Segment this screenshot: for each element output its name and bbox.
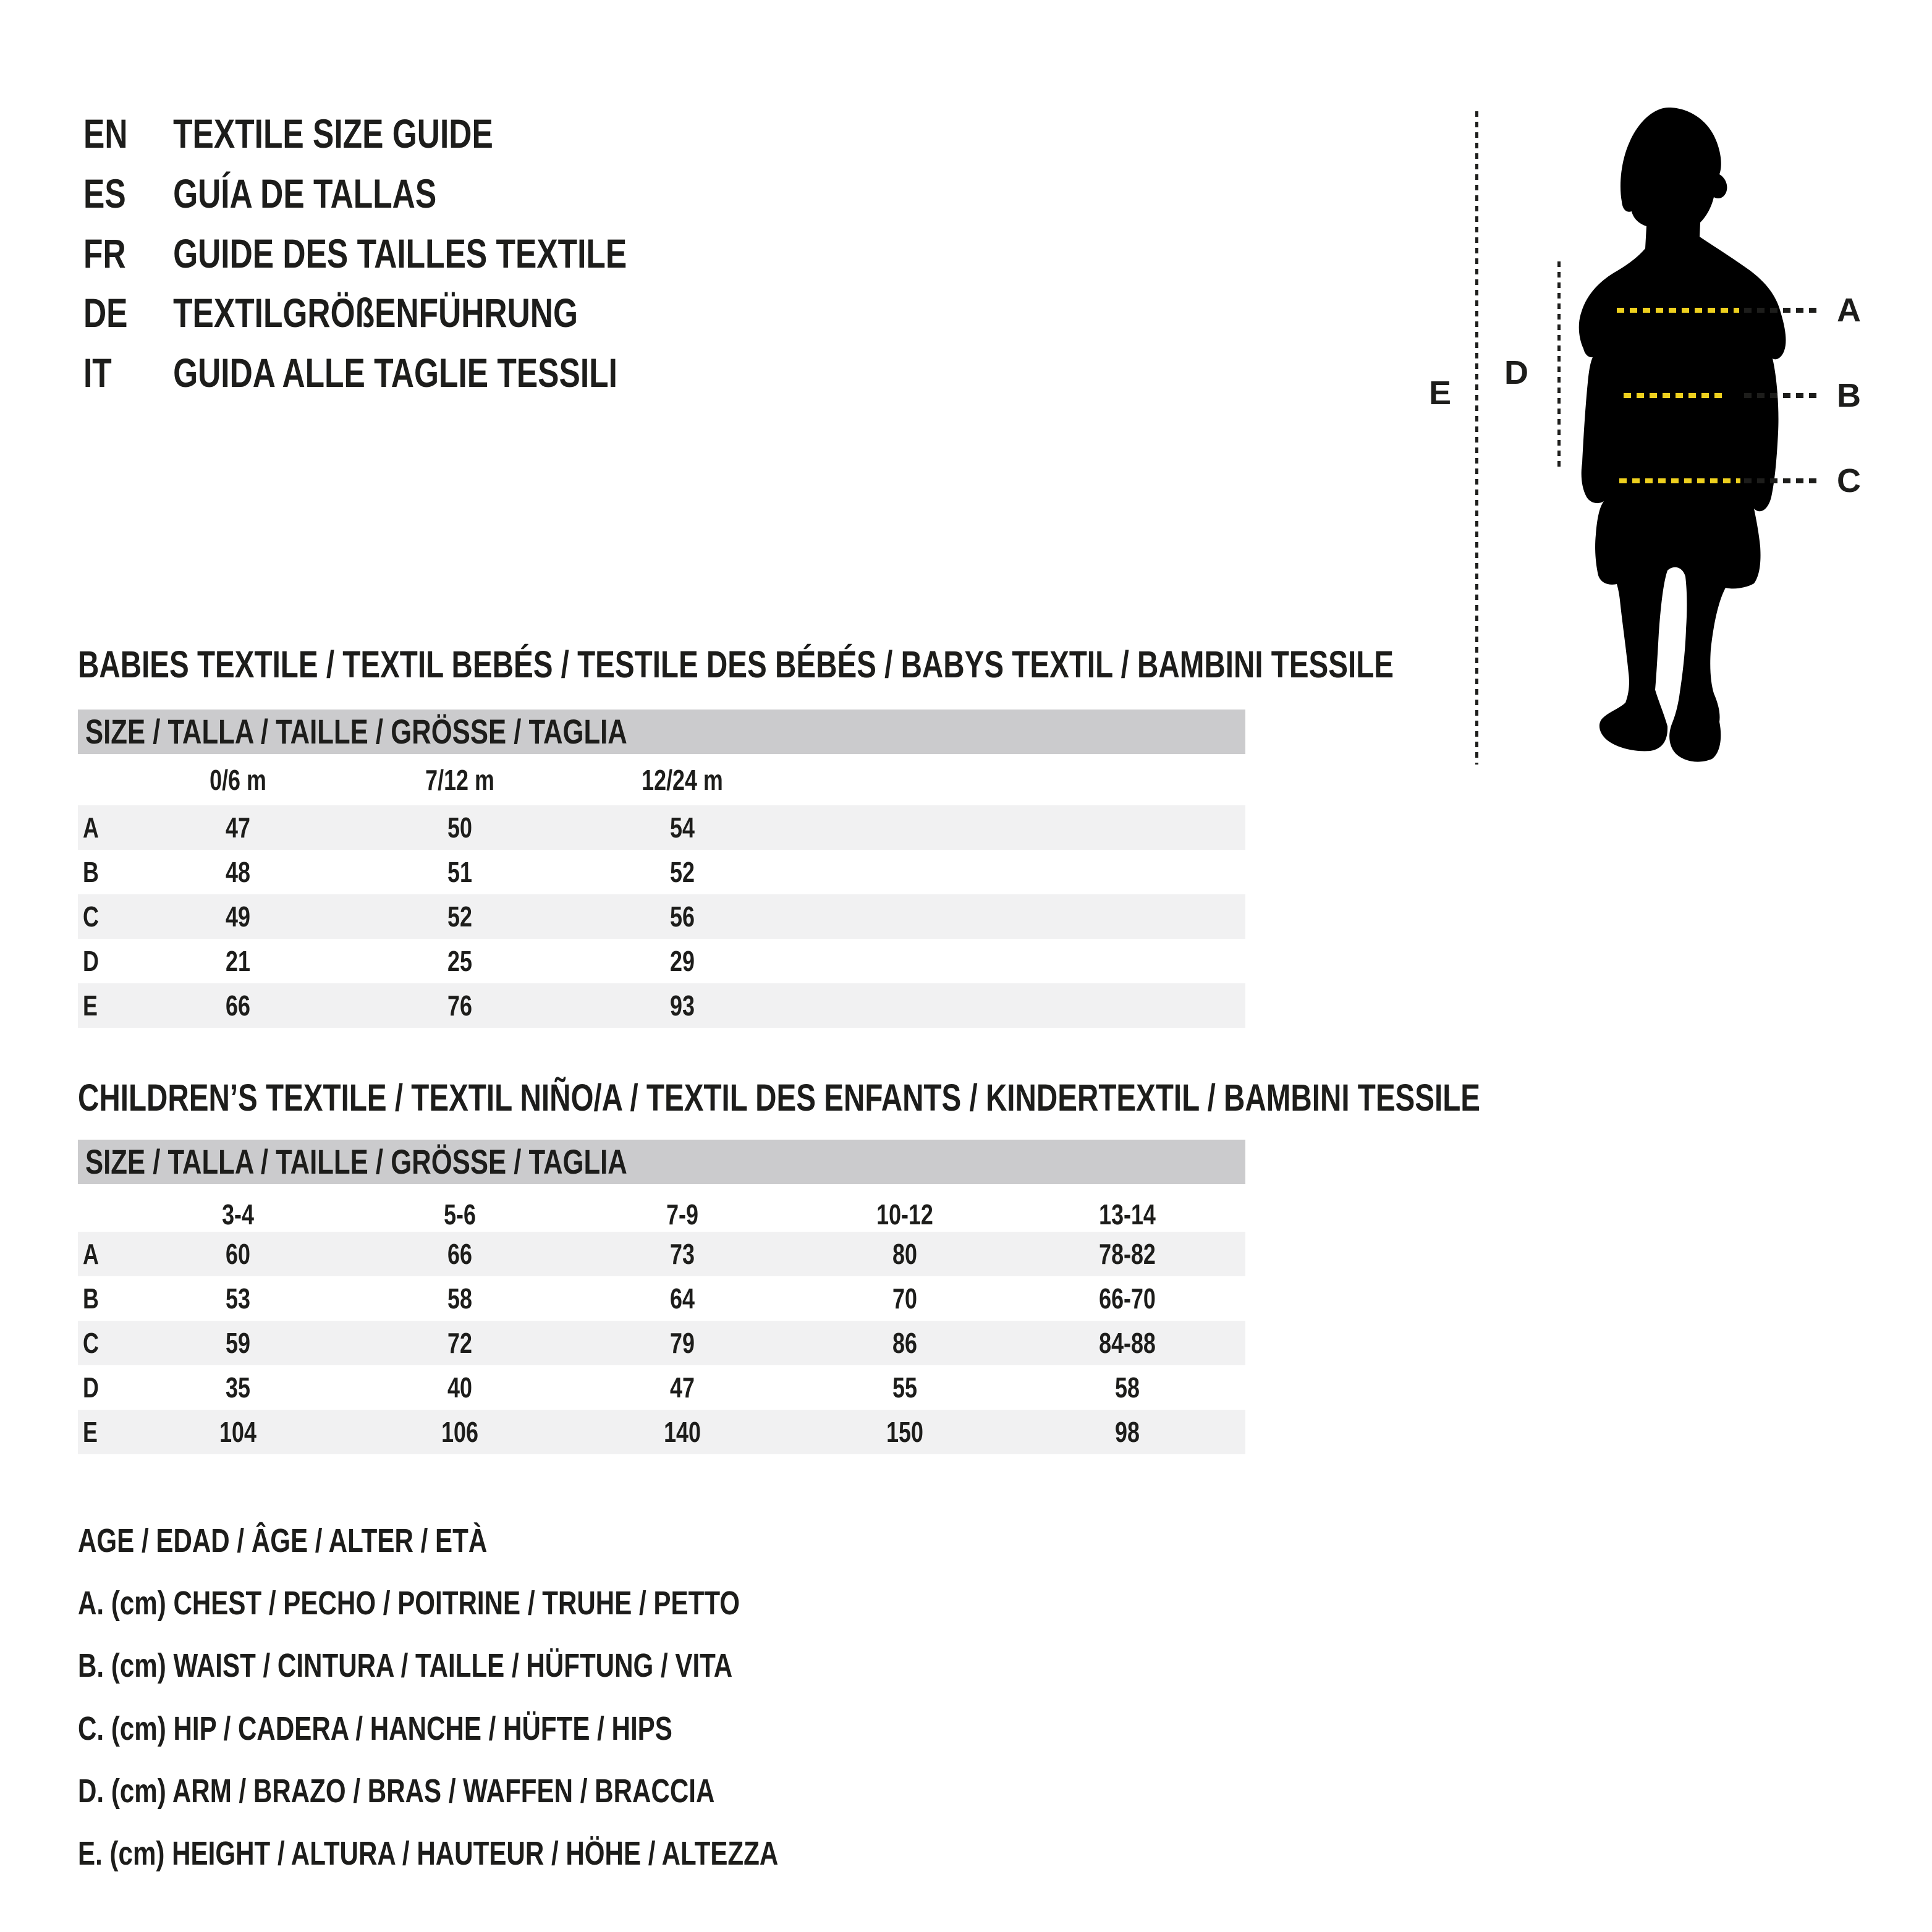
lang-title-en: TEXTILE SIZE GUIDE <box>173 111 493 156</box>
children-row-a <box>78 1232 1245 1276</box>
children-col-3-4: 3-4 <box>222 1198 254 1231</box>
table-cell: 40 <box>447 1371 472 1404</box>
babies-column-header-row <box>78 758 1245 802</box>
arm-measure-line-d <box>1557 261 1561 470</box>
children-row-b-label: B <box>83 1282 99 1315</box>
children-row-a-label: A <box>83 1238 99 1270</box>
children-row-e <box>78 1410 1245 1454</box>
table-cell: 106 <box>441 1416 478 1448</box>
children-col-13-14: 13-14 <box>1099 1198 1156 1231</box>
legend-hip: C. (cm) HIP / CADERA / HANCHE / HÜFTE / HIPS <box>78 1710 672 1747</box>
table-cell: 47 <box>226 811 250 844</box>
table-cell: 58 <box>1115 1371 1140 1404</box>
figure-label-d: D <box>1504 354 1528 391</box>
chest-measure-line-yellow <box>1617 308 1739 313</box>
table-cell: 50 <box>447 811 472 844</box>
children-column-header-row <box>78 1192 1245 1237</box>
table-cell: 73 <box>670 1238 695 1270</box>
table-cell: 140 <box>664 1416 701 1448</box>
table-cell: 35 <box>226 1371 250 1404</box>
babies-row-b <box>78 850 1245 894</box>
table-cell: 86 <box>892 1327 917 1359</box>
children-row-c-label: C <box>83 1327 99 1359</box>
table-cell: 80 <box>892 1238 917 1270</box>
figure-label-b: B <box>1837 377 1861 414</box>
children-row-c <box>78 1321 1245 1365</box>
legend-age: AGE / EDAD / ÂGE / ALTER / ETÀ <box>78 1522 488 1559</box>
table-cell: 56 <box>670 900 695 933</box>
waist-measure-line-dark <box>1744 393 1821 398</box>
figure-label-a: A <box>1837 292 1861 329</box>
lang-title-it: GUIDA ALLE TAGLIE TESSILI <box>173 350 617 396</box>
table-cell: 93 <box>670 989 695 1022</box>
table-cell: 66 <box>447 1238 472 1270</box>
lang-code-it: IT <box>83 350 112 396</box>
children-row-b <box>78 1276 1245 1321</box>
lang-row-it <box>83 343 768 403</box>
children-section-title: CHILDREN’S TEXTILE / TEXTIL NIÑO/A / TEXTIL DES ENFANTS / KINDERTEXTIL / BAMBINI TESSILE <box>78 1077 1481 1119</box>
children-size-header-bar <box>78 1140 1245 1184</box>
waist-measure-line-yellow <box>1624 393 1726 398</box>
table-cell: 76 <box>447 989 472 1022</box>
babies-row-a <box>78 805 1245 850</box>
table-cell: 72 <box>447 1327 472 1359</box>
table-cell: 104 <box>219 1416 256 1448</box>
figure-label-c: C <box>1837 462 1861 499</box>
chest-measure-line-dark <box>1744 308 1821 313</box>
lang-code-de: DE <box>83 290 128 336</box>
children-row-d <box>78 1365 1245 1410</box>
babies-row-d <box>78 939 1245 983</box>
table-cell: 25 <box>447 945 472 977</box>
babies-col-12-24m: 12/24 m <box>642 764 723 796</box>
table-cell: 64 <box>670 1282 695 1315</box>
table-cell: 78-82 <box>1099 1238 1156 1270</box>
babies-col-0-6m: 0/6 m <box>210 764 266 796</box>
hip-measure-line-dark <box>1744 478 1821 483</box>
lang-row-de <box>83 283 718 343</box>
legend-arm: D. (cm) ARM / BRAZO / BRAS / WAFFEN / BRACCIA <box>78 1773 715 1810</box>
table-cell: 54 <box>670 811 695 844</box>
table-cell: 53 <box>226 1282 250 1315</box>
babies-row-e-label: E <box>83 989 98 1022</box>
children-col-10-12: 10-12 <box>876 1198 933 1231</box>
table-cell: 58 <box>447 1282 472 1315</box>
lang-title-de: TEXTILGRÖßENFÜHRUNG <box>173 290 578 336</box>
table-cell: 98 <box>1115 1416 1140 1448</box>
table-cell: 70 <box>892 1282 917 1315</box>
table-cell: 29 <box>670 945 695 977</box>
children-col-5-6: 5-6 <box>444 1198 476 1231</box>
babies-row-c-label: C <box>83 900 99 933</box>
table-cell: 60 <box>226 1238 250 1270</box>
lang-code-fr: FR <box>83 231 126 276</box>
lang-row-en <box>83 104 609 164</box>
babies-row-c <box>78 894 1245 939</box>
children-size-header-label: SIZE / TALLA / TAILLE / GRÖSSE / TAGLIA <box>85 1142 627 1181</box>
table-cell: 79 <box>670 1327 695 1359</box>
table-cell: 48 <box>226 856 250 888</box>
hip-measure-line-yellow <box>1619 478 1740 483</box>
table-cell: 52 <box>670 856 695 888</box>
table-cell: 84-88 <box>1099 1327 1156 1359</box>
children-row-d-label: D <box>83 1371 99 1404</box>
babies-row-a-label: A <box>83 811 99 844</box>
lang-code-en: EN <box>83 111 128 156</box>
table-cell: 52 <box>447 900 472 933</box>
table-cell: 51 <box>447 856 472 888</box>
babies-size-header-label: SIZE / TALLA / TAILLE / GRÖSSE / TAGLIA <box>85 712 627 751</box>
table-cell: 49 <box>226 900 250 933</box>
legend-chest: A. (cm) CHEST / PECHO / POITRINE / TRUHE / PETTO <box>78 1585 740 1622</box>
lang-title-fr: GUIDE DES TAILLES TEXTILE <box>173 231 627 276</box>
table-cell: 47 <box>670 1371 695 1404</box>
table-cell: 21 <box>226 945 250 977</box>
table-cell: 66-70 <box>1099 1282 1156 1315</box>
lang-row-fr <box>83 224 780 284</box>
table-cell: 59 <box>226 1327 250 1359</box>
legend-height: E. (cm) HEIGHT / ALTURA / HAUTEUR / HÖHE / ALTEZZA <box>78 1835 779 1872</box>
babies-size-header-bar <box>78 710 1245 754</box>
table-cell: 66 <box>226 989 250 1022</box>
figure-label-e: E <box>1429 375 1452 412</box>
children-col-7-9: 7-9 <box>666 1198 698 1231</box>
table-cell: 150 <box>886 1416 923 1448</box>
babies-section-title: BABIES TEXTILE / TEXTIL BEBÉS / TESTILE DES BÉBÉS / BABYS TEXTIL / BAMBINI TESSILE <box>78 643 1394 685</box>
babies-row-b-label: B <box>83 856 99 888</box>
legend-waist: B. (cm) WAIST / CINTURA / TAILLE / HÜFTUNG / VITA <box>78 1647 733 1684</box>
lang-title-es: GUÍA DE TALLAS <box>173 171 437 216</box>
lang-row-es <box>83 164 536 224</box>
lang-code-es: ES <box>83 171 126 216</box>
table-cell: 55 <box>892 1371 917 1404</box>
babies-row-d-label: D <box>83 945 99 977</box>
babies-row-e <box>78 983 1245 1028</box>
children-row-e-label: E <box>83 1416 98 1448</box>
babies-col-7-12m: 7/12 m <box>425 764 494 796</box>
